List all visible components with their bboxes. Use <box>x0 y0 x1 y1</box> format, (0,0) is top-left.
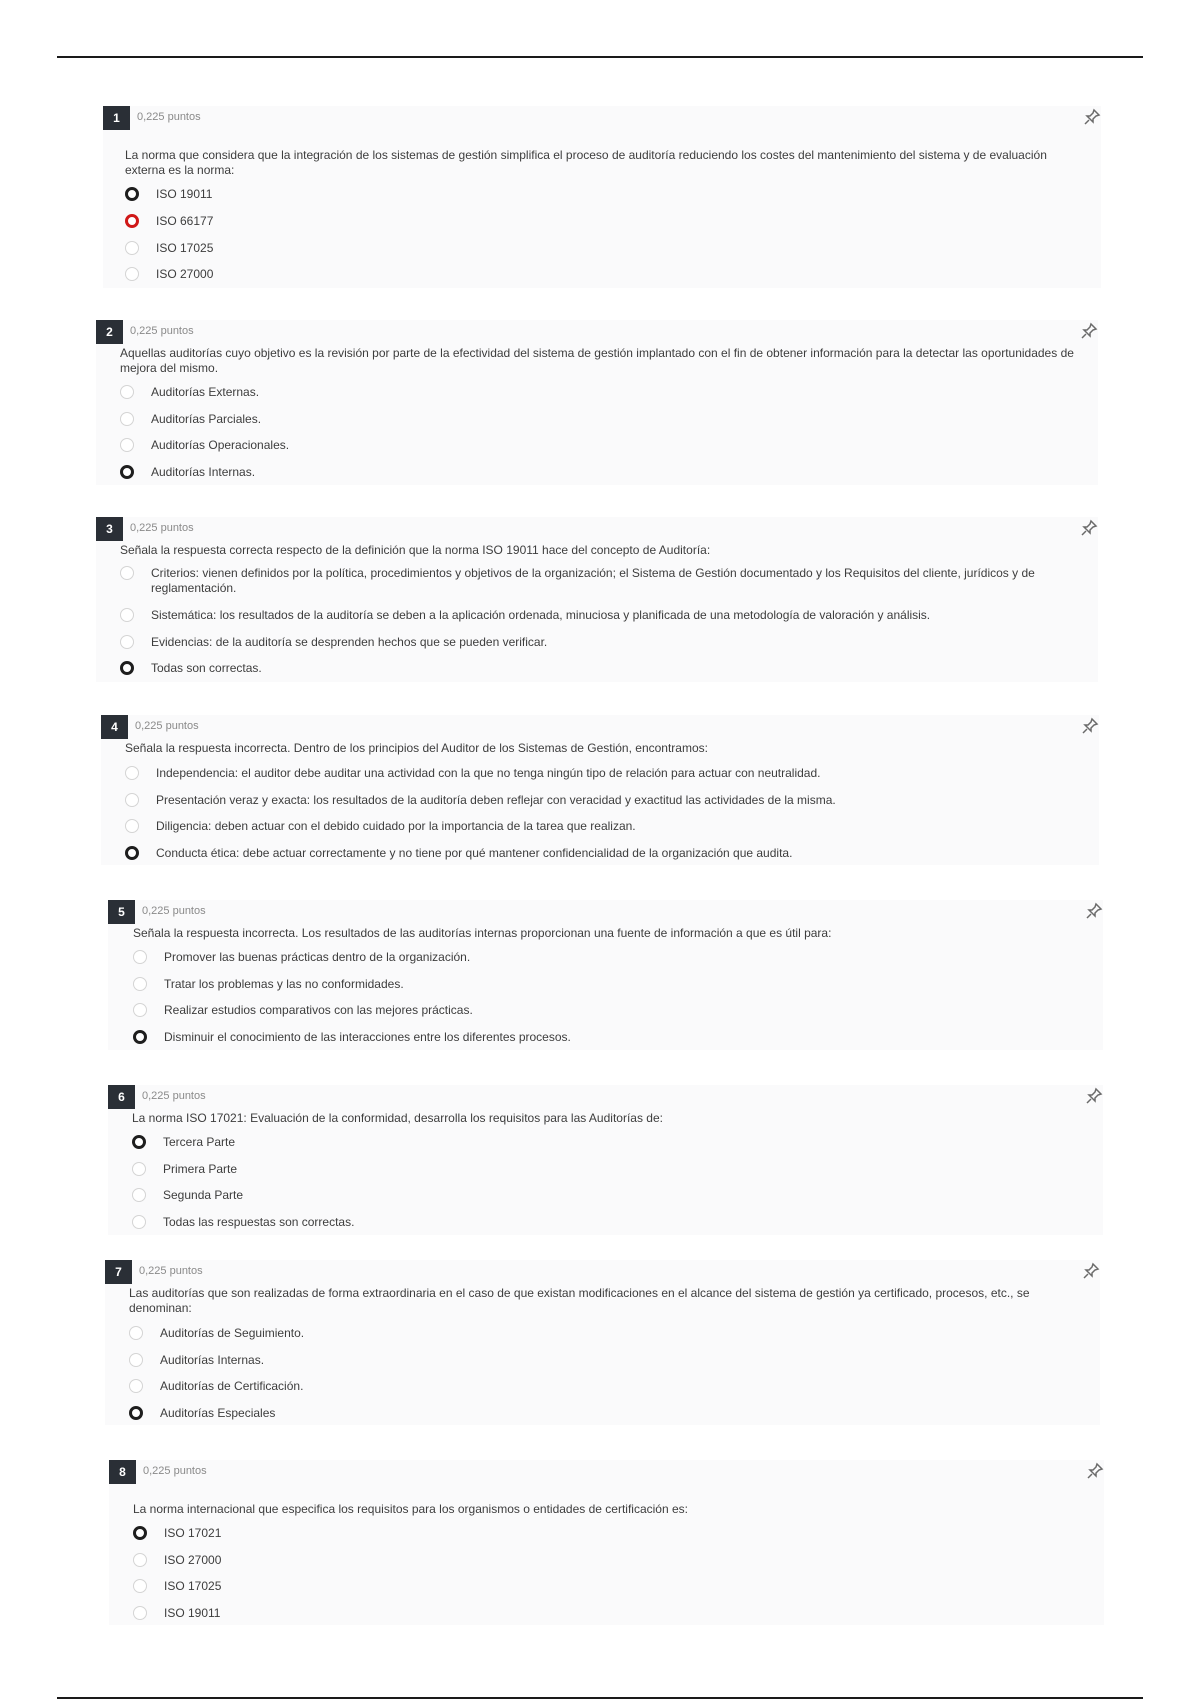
radio-button[interactable] <box>132 1162 146 1176</box>
answer-option[interactable] <box>129 1325 729 1345</box>
option-label: Independencia: el auditor debe auditar una actividad con la que no tenga ningún tipo de relación para actuar con neutralidad. <box>156 766 821 780</box>
answer-option[interactable] <box>129 1352 729 1372</box>
radio-button[interactable] <box>133 977 147 991</box>
radio-button[interactable] <box>132 1215 146 1229</box>
answer-option[interactable] <box>125 818 1085 838</box>
answer-option[interactable] <box>132 1187 732 1207</box>
pin-icon[interactable] <box>1083 108 1101 126</box>
radio-button[interactable] <box>125 793 139 807</box>
option-label: Realizar estudios comparativos con las mejores prácticas. <box>164 1003 473 1017</box>
question-text: Aquellas auditorías cuyo objetivo es la revisión por parte de la efectividad del sistema de gestión implantado con el fin de obtener información para la detectar las oportunidades de mejora del mismo. <box>120 346 1074 375</box>
question-text: Las auditorías que son realizadas de forma extraordinaria en el caso de que existan modificaciones en el alcance del sistema de gestión ya certificado, procesos, etc., se denominan: <box>129 1286 1030 1315</box>
question-card <box>108 900 1103 1050</box>
answer-option[interactable] <box>120 437 720 457</box>
option-label: Auditorías Parciales. <box>151 412 262 426</box>
question-number: 1 <box>103 106 130 130</box>
option-label: Conducta ética: debe actuar correctamente y no tiene por qué mantener confidencialidad de la organización que audita. <box>156 846 793 860</box>
radio-button[interactable] <box>129 1379 143 1393</box>
option-label: Auditorías Internas. <box>151 465 256 479</box>
option-label: ISO 17025 <box>156 241 214 255</box>
question-points: 0,225 puntos <box>130 522 194 534</box>
question-card <box>96 320 1098 485</box>
option-label: Segunda Parte <box>163 1188 244 1202</box>
answer-option[interactable] <box>133 1002 1033 1022</box>
radio-button[interactable] <box>125 241 139 255</box>
radio-button[interactable] <box>133 1003 147 1017</box>
radio-button[interactable] <box>133 1526 147 1540</box>
radio-button[interactable] <box>125 766 139 780</box>
question-text: Señala la respuesta correcta respecto de la definición que la norma ISO 19011 hace del concepto de Auditoría: <box>120 543 711 557</box>
option-label: Sistemática: los resultados de la auditoría se deben a la aplicación ordenada, minuciosa y planificada de una metodología de valoración y análisis. <box>151 608 931 622</box>
pin-icon[interactable] <box>1080 322 1098 340</box>
pin-icon[interactable] <box>1080 519 1098 537</box>
answer-option[interactable] <box>133 949 1033 969</box>
page-top-rule <box>57 56 1143 58</box>
option-label: ISO 27000 <box>164 1553 222 1567</box>
radio-button[interactable] <box>129 1406 143 1420</box>
radio-button[interactable] <box>120 412 134 426</box>
question-number: 8 <box>109 1460 136 1484</box>
answer-option[interactable] <box>125 186 725 206</box>
answer-option[interactable] <box>120 634 1080 654</box>
option-label: ISO 66177 <box>156 214 214 228</box>
question-points: 0,225 puntos <box>142 905 206 917</box>
option-label: ISO 19011 <box>156 187 213 201</box>
radio-button[interactable] <box>120 438 134 452</box>
answer-option[interactable] <box>133 1552 733 1572</box>
answer-option[interactable] <box>125 240 725 260</box>
radio-button[interactable] <box>120 566 134 580</box>
radio-button[interactable] <box>120 635 134 649</box>
answer-option[interactable] <box>125 266 725 286</box>
option-label: Todas son correctas. <box>151 661 262 675</box>
radio-button[interactable] <box>133 1553 147 1567</box>
question-points: 0,225 puntos <box>137 111 201 123</box>
option-label: Auditorías Externas. <box>151 385 260 399</box>
answer-option[interactable] <box>120 660 720 680</box>
answer-option[interactable] <box>125 845 1085 865</box>
answer-option[interactable] <box>125 765 1085 785</box>
answer-option[interactable] <box>133 1578 733 1598</box>
question-number: 6 <box>108 1085 135 1109</box>
question-text: La norma ISO 17021: Evaluación de la conformidad, desarrolla los requisitos para las Auditorías de: <box>132 1111 663 1125</box>
question-number: 3 <box>96 517 123 541</box>
answer-option[interactable] <box>125 792 1085 812</box>
answer-option[interactable] <box>133 1605 733 1625</box>
question-points: 0,225 puntos <box>143 1465 207 1477</box>
pin-icon[interactable] <box>1085 1087 1103 1105</box>
question-points: 0,225 puntos <box>139 1265 203 1277</box>
question-points: 0,225 puntos <box>135 720 199 732</box>
radio-button[interactable] <box>133 1606 147 1620</box>
answer-option[interactable] <box>120 384 720 404</box>
radio-button[interactable] <box>125 846 139 860</box>
radio-button[interactable] <box>125 187 139 201</box>
answer-option[interactable] <box>133 1525 733 1545</box>
pin-icon[interactable] <box>1085 902 1103 920</box>
answer-option[interactable] <box>132 1134 732 1154</box>
answer-option[interactable] <box>120 411 720 431</box>
radio-button[interactable] <box>132 1188 146 1202</box>
option-label: Primera Parte <box>163 1162 238 1176</box>
question-number: 5 <box>108 900 135 924</box>
option-label: Promover las buenas prácticas dentro de la organización. <box>164 950 471 964</box>
question-card <box>108 1085 1103 1235</box>
page-bottom-rule <box>57 1697 1143 1699</box>
option-label: Evidencias: de la auditoría se desprenden hechos que se pueden verificar. <box>151 635 548 649</box>
radio-button[interactable] <box>125 819 139 833</box>
option-label: ISO 17021 <box>164 1526 222 1540</box>
option-label: ISO 17025 <box>164 1579 222 1593</box>
radio-button[interactable] <box>120 608 134 622</box>
question-card <box>109 1460 1104 1625</box>
option-label: ISO 19011 <box>164 1606 221 1620</box>
question-card <box>96 517 1098 682</box>
question-points: 0,225 puntos <box>130 325 194 337</box>
question-number: 4 <box>101 715 128 739</box>
question-number: 7 <box>105 1260 132 1284</box>
question-number: 2 <box>96 320 123 344</box>
answer-option[interactable] <box>120 565 1080 599</box>
pin-icon[interactable] <box>1081 717 1099 735</box>
option-label: Auditorías Operacionales. <box>151 438 290 452</box>
question-text: La norma que considera que la integración de los sistemas de gestión simplifica el proceso de auditoría reduciendo los costes del mantenimiento del sistema y de evaluación externa es la norma: <box>125 148 1047 177</box>
option-label: Auditorías Especiales <box>160 1406 276 1420</box>
radio-button[interactable] <box>120 465 134 479</box>
option-label: Tercera Parte <box>163 1135 236 1149</box>
option-label: Auditorías de Certificación. <box>160 1379 304 1393</box>
radio-button[interactable] <box>133 1030 147 1044</box>
radio-button[interactable] <box>125 214 139 228</box>
option-label: Auditorías Internas. <box>160 1353 265 1367</box>
option-label: ISO 27000 <box>156 267 214 281</box>
radio-button[interactable] <box>132 1135 146 1149</box>
question-card <box>101 715 1099 865</box>
answer-option[interactable] <box>125 213 725 233</box>
radio-button[interactable] <box>120 661 134 675</box>
question-text: Señala la respuesta incorrecta. Los resultados de las auditorías internas proporcionan una fuente de información a que es útil para: <box>133 926 832 940</box>
answer-option[interactable] <box>129 1378 729 1398</box>
option-label: Diligencia: deben actuar con el debido cuidado por la importancia de la tarea que realizan. <box>156 819 636 833</box>
radio-button[interactable] <box>129 1326 143 1340</box>
option-label: Auditorías de Seguimiento. <box>160 1326 305 1340</box>
answer-option[interactable] <box>129 1405 729 1425</box>
pin-icon[interactable] <box>1086 1462 1104 1480</box>
answer-option[interactable] <box>132 1214 732 1234</box>
radio-button[interactable] <box>133 950 147 964</box>
option-label: Disminuir el conocimiento de las interacciones entre los diferentes procesos. <box>164 1030 571 1044</box>
option-label: Tratar los problemas y las no conformidades. <box>164 977 404 991</box>
option-label: Todas las respuestas son correctas. <box>163 1215 355 1229</box>
pin-icon[interactable] <box>1082 1262 1100 1280</box>
option-label: Presentación veraz y exacta: los resultados de la auditoría deben reflejar con veracidad y exactitud las actividades de la misma. <box>156 793 836 807</box>
radio-button[interactable] <box>133 1579 147 1593</box>
answer-option[interactable] <box>133 976 1033 996</box>
question-text: La norma internacional que especifica los requisitos para los organismos o entidades de certificación es: <box>133 1502 688 1516</box>
question-card <box>105 1260 1100 1425</box>
answer-option[interactable] <box>120 464 720 484</box>
radio-button[interactable] <box>125 267 139 281</box>
answer-option[interactable] <box>120 607 1080 627</box>
answer-option[interactable] <box>132 1161 732 1181</box>
question-text: Señala la respuesta incorrecta. Dentro de los principios del Auditor de los Sistemas de Gestión, encontramos: <box>125 741 708 755</box>
radio-button[interactable] <box>129 1353 143 1367</box>
answer-option[interactable] <box>133 1029 1033 1049</box>
question-points: 0,225 puntos <box>142 1090 206 1102</box>
question-card <box>103 106 1101 288</box>
option-label: Criterios: vienen definidos por la política, procedimientos y objetivos de la organización; el Sistema de Gestión documentado y los Requisitos del cliente, jurídicos y de reglamentación. <box>151 566 1035 595</box>
radio-button[interactable] <box>120 385 134 399</box>
